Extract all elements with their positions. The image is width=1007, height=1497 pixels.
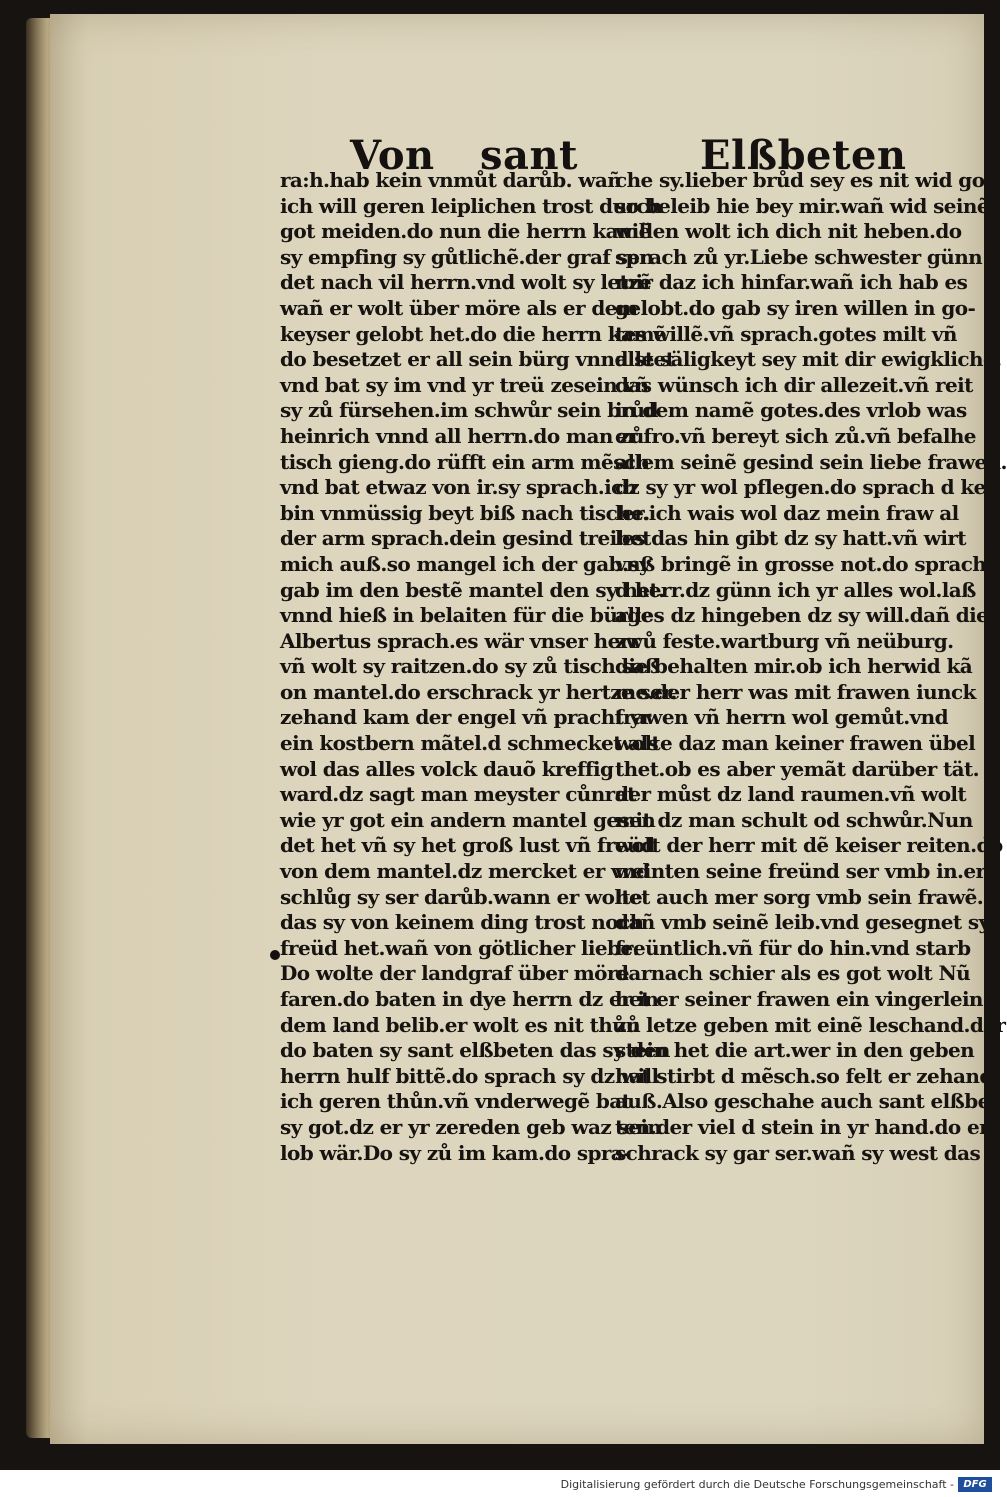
dfg-logo: DFG xyxy=(958,1477,992,1492)
text-column-right xyxy=(615,168,1007,1166)
text-line: in dem namẽ gotes.des vrlob was xyxy=(615,398,967,423)
text-line: vnd bat etwaz von ir.sy sprach.ich xyxy=(280,475,637,500)
text-line: so beleib hie bey mir.wañ wid seinẽ xyxy=(615,193,989,218)
text-line: stein het die art.wer in den geben xyxy=(615,1038,975,1063)
text-line: hat stirbt d mẽsch.so felt er zehand xyxy=(615,1063,993,1088)
header-word: Von xyxy=(350,132,435,179)
text-line: der arm sprach.dein gesind treibet xyxy=(280,526,651,551)
text-line: sprach zů yr.Liebe schwester günn xyxy=(615,244,983,269)
text-line: wañ er wolt über möre als er dem xyxy=(280,295,638,320)
text-line: alle säligkeyt sey mit dir ewigklichẽ. xyxy=(615,347,1002,372)
text-line: der můst dz land raumen.vñ wolt xyxy=(615,782,967,807)
text-line: mich auß.so mangel ich der gab.sy xyxy=(280,551,651,576)
text-line: vnnd hieß in belaiten für die bürge xyxy=(280,603,653,628)
text-line: das sy von keinem ding trost noch xyxy=(280,910,644,935)
text-line: on mantel.do erschrack yr hertze ser. xyxy=(280,679,677,704)
text-line: weinten seine freünd ser vmb in.er xyxy=(615,859,986,884)
text-line: do baten sy sant elßbeten das sy den xyxy=(280,1038,670,1063)
text-line: sy empfing sy gůtlichẽ.der graf sen xyxy=(280,244,654,269)
text-line: dem land belib.er wolt es nit thůn xyxy=(280,1012,641,1037)
text-line: che sy.lieber brůd sey es nit wid got xyxy=(615,168,994,192)
text-line: les das hin gibt dz sy hatt.vñ wirt xyxy=(615,526,966,551)
text-line: heinrich vnnd all herrn.do man zů xyxy=(280,423,644,448)
text-line: dañ vmb seinẽ leib.vnd gesegnet sy xyxy=(615,910,990,935)
text-line: freüd het.wañ von götlicher liebe. xyxy=(280,935,639,960)
header-word: sant xyxy=(480,132,578,179)
text-line: bin vnmüssig beyt biß nach tische. xyxy=(280,500,650,525)
text-line: Do wolte der landgraf über möre xyxy=(280,961,629,986)
text-line: herrn hulf bittẽ.do sprach sy dz will xyxy=(280,1063,659,1088)
text-line: ich geren thůn.vñ vnderwegẽ bat xyxy=(280,1089,631,1114)
text-line: ein kostbern mãtel.d schmecket als xyxy=(280,731,659,756)
text-line: tes willẽ.vñ sprach.gotes milt vñ xyxy=(615,321,957,346)
text-line: von dem mantel.dz mercket er vnd xyxy=(280,859,650,884)
text-line: ler.ich wais wol daz mein fraw al xyxy=(615,500,959,525)
text-line: det nach vil herrn.vnd wolt sy letzẽ xyxy=(280,270,652,295)
text-line: freüntlich.vñ für do hin.vnd starb xyxy=(615,935,971,960)
text-line: me.der herr was mit frawen iunck xyxy=(615,679,976,704)
text-line: schlůg sy ser darůb.wann er wolte xyxy=(280,884,643,909)
text-line: ward.dz sagt man meyster cůnrat xyxy=(280,782,636,807)
text-line: allem seinẽ gesind sein liebe frawen. xyxy=(615,449,1007,474)
text-line: frawen vñ herrn wol gemůt.vnd xyxy=(615,705,948,730)
text-line: ra:h.hab kein vnmůt darůb. wañ xyxy=(280,168,622,192)
text-line: mir daz ich hinfar.wañ ich hab es xyxy=(615,270,968,295)
ink-dot xyxy=(270,950,280,960)
text-line: darnach schier als es got wolt Nũ xyxy=(615,961,971,986)
text-line: ten.der viel d stein in yr hand.do er xyxy=(615,1114,990,1139)
text-line: sy zů fürsehen.im schwůr sein brůd xyxy=(280,398,658,423)
text-line: thet.ob es aber yemãt darüber tät. xyxy=(615,756,980,781)
text-line: er fro.vñ bereyt sich zů.vñ befalhe xyxy=(615,423,976,448)
text-line: gab im den bestẽ mantel den sy het. xyxy=(280,577,665,602)
footer-credit: Digitalisierung gefördert durch die Deutsche Forschungsgemeinschaft - xyxy=(560,1478,954,1491)
text-line: alles dz hingeben dz sy will.dañ die xyxy=(615,603,989,628)
text-line: sy got.dz er yr zereden geb waz sein xyxy=(280,1114,662,1139)
text-line: gelobt.do gab sy iren willen in go- xyxy=(615,295,976,320)
text-line: wolte daz man keiner frawen übel xyxy=(615,731,976,756)
text-line: vnd bat sy im vnd yr treü zesein vñ xyxy=(280,372,649,397)
text-line: Albertus sprach.es wär vnser herr xyxy=(280,628,640,653)
text-line: vñ wolt sy raitzen.do sy zů tisch saß xyxy=(280,654,660,679)
text-line: faren.do baten in dye herrn dz er in xyxy=(280,987,659,1011)
text-line: dz sy yr wol pflegen.do sprach d kel xyxy=(615,475,993,500)
text-line: zwů feste.wartburg vñ neüburg. xyxy=(615,628,954,653)
text-line: vnß bringẽ in grosse not.do sprach xyxy=(615,551,987,576)
text-line: wol das alles volck dauõ kreffig xyxy=(280,756,614,781)
text-line: willen wolt ich dich nit heben.do xyxy=(615,219,962,244)
text-line: het er seiner frawen ein vingerlein xyxy=(615,987,983,1011)
text-line: lob wär.Do sy zů im kam.do spra- xyxy=(280,1140,631,1165)
text-line: die behalten mir.ob ich herwid kã xyxy=(615,654,973,679)
text-line: det het vñ sy het groß lust vñ freüd xyxy=(280,833,655,858)
text-line: das wünsch ich dir allezeit.vñ reit xyxy=(615,372,973,397)
text-line: zů letze geben mit einẽ leschand.der xyxy=(615,1012,1006,1037)
text-line: zehand kam der engel vñ pracht yr xyxy=(280,705,651,730)
footer-bar xyxy=(0,1473,1000,1497)
text-line: got meiden.do nun die herrn kamẽ xyxy=(280,219,651,244)
text-line: tisch gieng.do rüfft ein arm mẽsch xyxy=(280,449,650,474)
text-column-left xyxy=(280,168,677,1166)
text-line: auß.Also geschahe auch sant elßbe xyxy=(615,1089,990,1114)
text-line: d herr.dz günn ich yr alles wol.laß xyxy=(615,577,976,602)
header-word: Elßbeten xyxy=(700,132,907,179)
text-line: wolt der herr mit dẽ keiser reiten.do xyxy=(615,833,1003,858)
text-line: schrack sy gar ser.wañ sy west das xyxy=(615,1140,981,1165)
text-line: het auch mer sorg vmb sein frawẽ. xyxy=(615,884,984,909)
text-line: do besetzet er all sein bürg vnnd stet xyxy=(280,347,675,372)
text-line: keyser gelobt het.do die herrn kamẽ xyxy=(280,321,667,346)
text-line: mit dz man schult od schwůr.Nun xyxy=(615,807,973,832)
text-line: ich will geren leiplichen trost durch xyxy=(280,193,662,218)
text-line: wie yr got ein andern mantel gesen xyxy=(280,807,656,832)
